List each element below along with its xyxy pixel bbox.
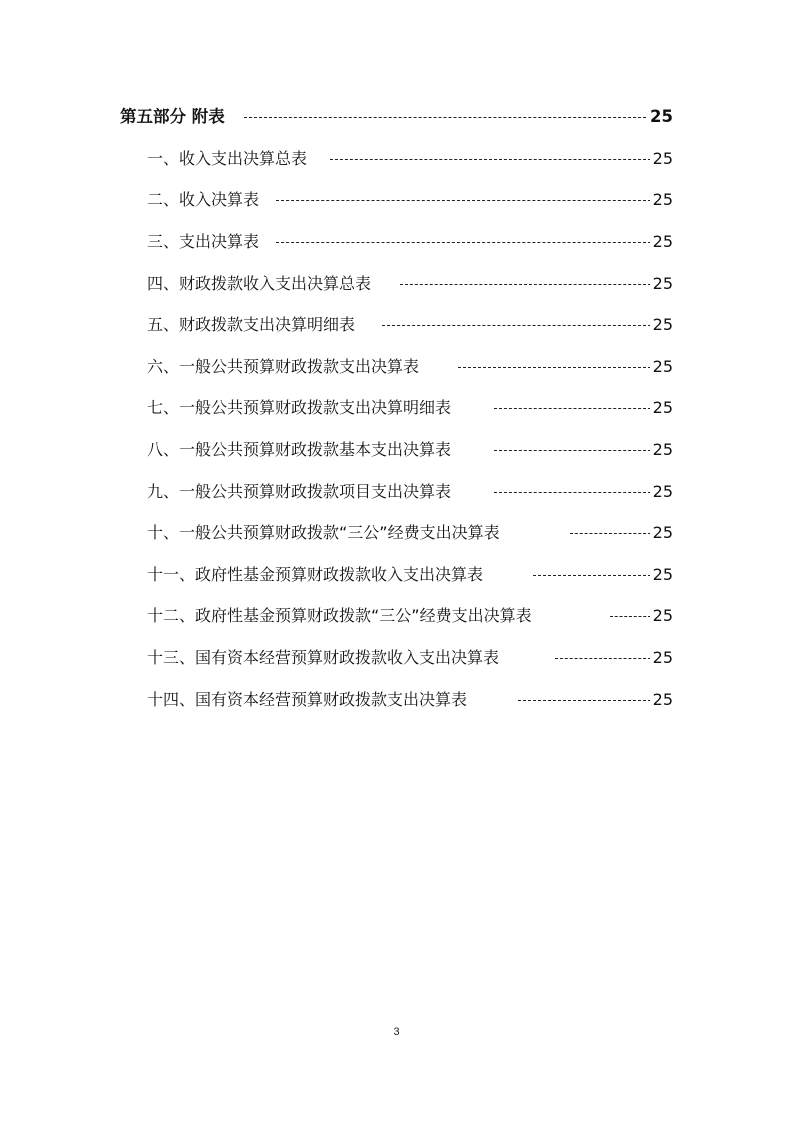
toc-entry-page: 25 xyxy=(650,232,673,252)
toc-entry-title: 三、支出决算表 xyxy=(147,232,260,251)
toc-leader-dots xyxy=(570,533,651,534)
toc-entry[interactable] xyxy=(0,185,793,215)
toc-entry-page: 25 xyxy=(650,690,673,710)
toc-entry[interactable] xyxy=(0,643,793,673)
toc-entry-page: 25 xyxy=(650,274,673,294)
toc-leader-dots xyxy=(494,450,651,451)
toc-entry-page: 25 xyxy=(650,482,673,502)
toc-entry-title: 六、一般公共预算财政拨款支出决算表 xyxy=(147,357,420,376)
toc-entry[interactable] xyxy=(0,310,793,340)
toc-entry[interactable] xyxy=(0,269,793,299)
toc-leader-dots xyxy=(400,284,651,285)
toc-entry-title: 十三、国有资本经营预算财政拨款收入支出决算表 xyxy=(147,648,500,667)
toc-heading-row[interactable] xyxy=(0,102,793,132)
toc-entry[interactable] xyxy=(0,144,793,174)
toc-leader-dots xyxy=(244,117,651,118)
toc-leader-dots xyxy=(330,159,651,160)
toc-leader-dots xyxy=(494,492,651,493)
toc-entry[interactable] xyxy=(0,477,793,507)
toc-entry-page: 25 xyxy=(650,149,673,169)
page-number: 3 xyxy=(393,1026,400,1038)
toc-entry-title: 五、财政拨款支出决算明细表 xyxy=(147,315,356,334)
toc-leader-dots xyxy=(533,575,651,576)
toc-entry-page: 25 xyxy=(650,357,673,377)
toc-leader-dots xyxy=(276,200,651,201)
toc-entry[interactable] xyxy=(0,393,793,423)
toc-entry-page: 25 xyxy=(650,315,673,335)
toc-entry[interactable] xyxy=(0,227,793,257)
toc-leader-dots xyxy=(458,367,651,368)
toc-entry[interactable] xyxy=(0,601,793,631)
toc-entry-title: 十二、政府性基金预算财政拨款“三公”经费支出决算表 xyxy=(147,606,532,625)
toc-entry-page: 25 xyxy=(650,440,673,460)
toc-entry[interactable] xyxy=(0,352,793,382)
toc-entry-title: 九、一般公共预算财政拨款项目支出决算表 xyxy=(147,482,452,501)
toc-entry-page: 25 xyxy=(650,565,673,585)
toc-entry-page: 25 xyxy=(650,190,673,210)
toc-entry-title: 十四、国有资本经营预算财政拨款支出决算表 xyxy=(147,690,468,709)
toc-entry-page: 25 xyxy=(650,523,673,543)
toc-leader-dots xyxy=(518,700,651,701)
toc-entry-title: 十、一般公共预算财政拨款“三公”经费支出决算表 xyxy=(147,523,500,542)
toc-leader-dots xyxy=(610,616,651,617)
toc-entry[interactable] xyxy=(0,560,793,590)
toc-heading-title: 第五部分 附表 xyxy=(120,107,225,126)
toc-entry[interactable] xyxy=(0,685,793,715)
toc-leader-dots xyxy=(555,658,651,659)
toc-heading-page: 25 xyxy=(647,107,673,127)
toc-entry[interactable] xyxy=(0,435,793,465)
toc-entry-page: 25 xyxy=(650,606,673,626)
toc-entry-title: 二、收入决算表 xyxy=(147,190,260,209)
toc-entry-title: 八、一般公共预算财政拨款基本支出决算表 xyxy=(147,440,452,459)
toc-entry-page: 25 xyxy=(650,648,673,668)
toc-entry-page: 25 xyxy=(650,398,673,418)
toc-entry-title: 一、收入支出决算总表 xyxy=(147,149,308,168)
toc-entry[interactable] xyxy=(0,518,793,548)
toc-entry-title: 四、财政拨款收入支出决算总表 xyxy=(147,274,372,293)
toc-entry-title: 十一、政府性基金预算财政拨款收入支出决算表 xyxy=(147,565,484,584)
toc-entry-title: 七、一般公共预算财政拨款支出决算明细表 xyxy=(147,398,452,417)
toc-leader-dots xyxy=(494,408,651,409)
toc-leader-dots xyxy=(276,242,651,243)
toc-leader-dots xyxy=(382,325,651,326)
